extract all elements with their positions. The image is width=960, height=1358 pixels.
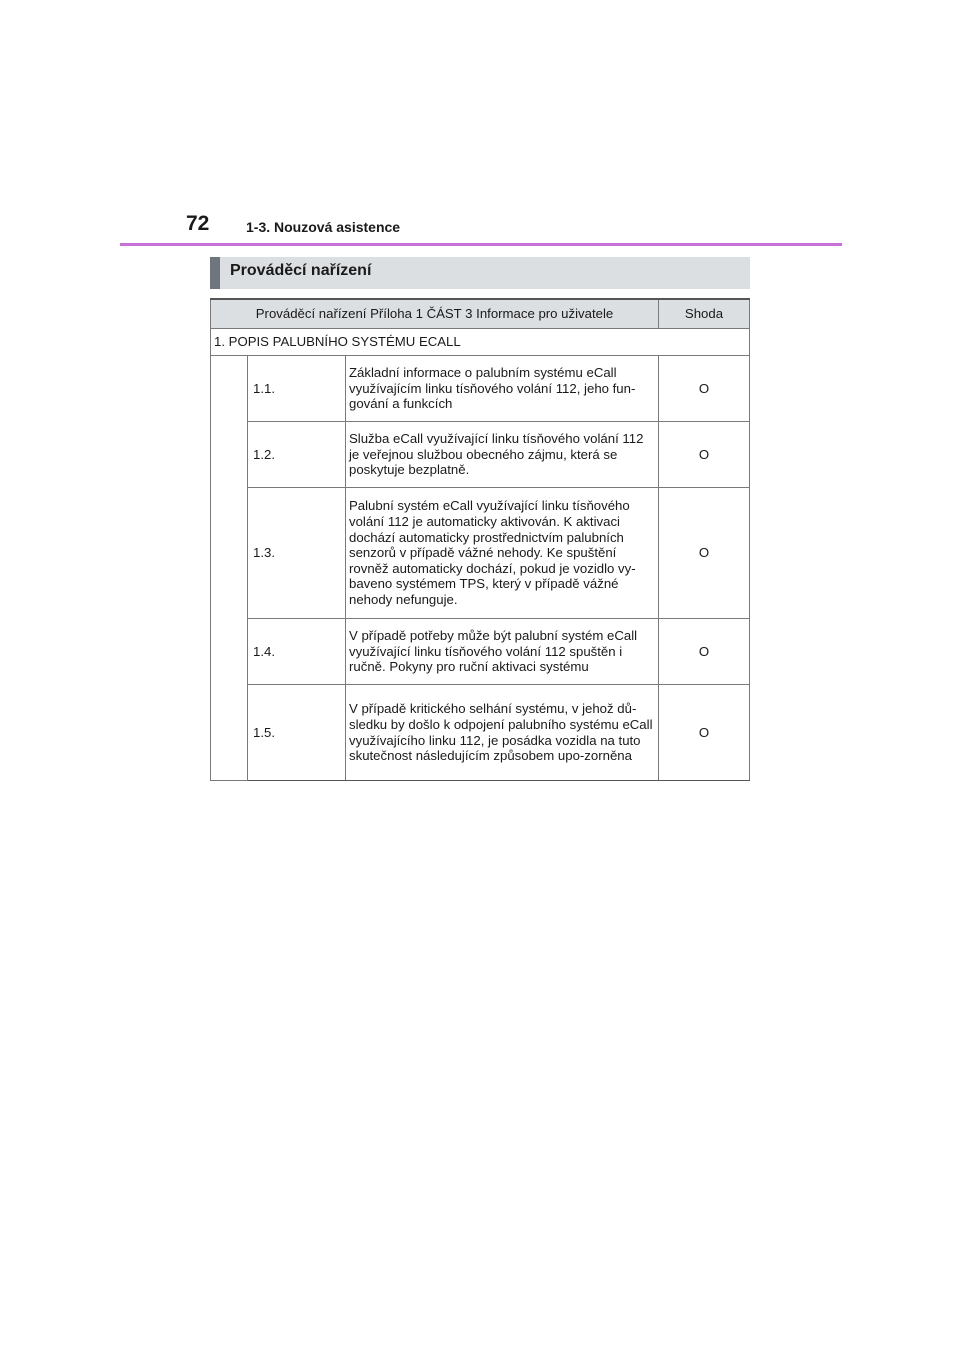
section-row bbox=[211, 329, 750, 356]
row-number: 1.2. bbox=[248, 422, 346, 488]
table-row bbox=[211, 685, 750, 781]
row-conformity: O bbox=[659, 356, 750, 422]
row-number: 1.3. bbox=[248, 488, 346, 619]
row-conformity: O bbox=[659, 488, 750, 619]
row-text: Základní informace o palubním systému eCall využívajícím linku tísňového volání 112, jeho fun-gování a funkcích bbox=[346, 356, 659, 422]
table-row bbox=[211, 356, 750, 422]
row-number: 1.5. bbox=[248, 685, 346, 781]
section-label: 1. POPIS PALUBNÍHO SYSTÉMU ECALL bbox=[211, 329, 750, 356]
table-row bbox=[211, 619, 750, 685]
table-header-row bbox=[211, 299, 750, 329]
table-row bbox=[211, 422, 750, 488]
row-number: 1.4. bbox=[248, 619, 346, 685]
section-heading bbox=[210, 257, 750, 289]
row-number: 1.1. bbox=[248, 356, 346, 422]
row-text: V případě potřeby může být palubní systém eCall využívající linku tísňového volání 112 spuštěn i ručně. Pokyny pro ruční aktivaci systému bbox=[346, 619, 659, 685]
row-conformity: O bbox=[659, 685, 750, 781]
row-conformity: O bbox=[659, 422, 750, 488]
header-conformity: Shoda bbox=[659, 299, 750, 329]
row-text: Palubní systém eCall využívající linku tísňového volání 112 je automaticky aktivován. K aktivaci dochází automaticky prostřednictvím palubních senzorů v případě vážné nehody. Ke spuštění rovněž automaticky dochází, pokud je vozidlo vy-baveno systémem TPS, který v případě vážné nehody nefunguje. bbox=[346, 488, 659, 619]
header-rule bbox=[120, 243, 842, 246]
row-text: V případě kritického selhání systému, v jehož dů-sledku by došlo k odpojení palubního systému eCall využívajícího linku 112, je posádka vozidla na tuto skutečnost následujícím způsobem upo-zorněna bbox=[346, 685, 659, 781]
indent-cell bbox=[211, 356, 248, 781]
row-conformity: O bbox=[659, 619, 750, 685]
page-number: 72 bbox=[186, 212, 210, 235]
table-row bbox=[211, 488, 750, 619]
row-text: Služba eCall využívající linku tísňového volání 112 je veřejnou službou obecného zájmu, která se poskytuje bezplatně. bbox=[346, 422, 659, 488]
section-heading-title: Prováděcí nařízení bbox=[230, 262, 372, 279]
regulation-table bbox=[210, 298, 750, 781]
chapter-title: 1-3. Nouzová asistence bbox=[246, 219, 401, 235]
header-requirement: Prováděcí nařízení Příloha 1 ČÁST 3 Informace pro uživatele bbox=[211, 299, 659, 329]
